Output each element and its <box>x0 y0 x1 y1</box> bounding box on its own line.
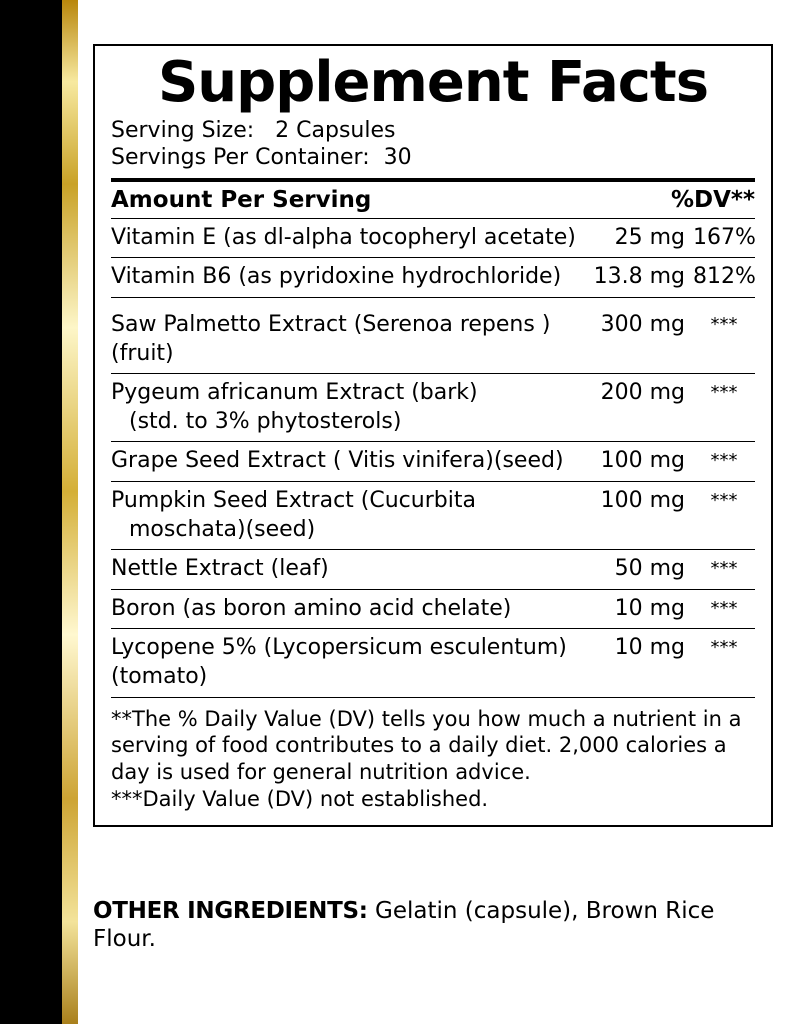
nutrient-row <box>111 482 755 549</box>
nutrient-dv: *** <box>710 637 738 659</box>
other-ingredients-label: OTHER INGREDIENTS: <box>93 898 368 924</box>
nutrient-dv: *** <box>710 450 738 472</box>
nutrient-amount: 100 mg <box>600 487 685 513</box>
footnotes-block <box>111 698 755 814</box>
nutrient-row <box>111 550 755 589</box>
nutrient-row <box>111 629 755 696</box>
servings-per-container-row <box>111 144 755 172</box>
nutrient-name: Lycopene 5% (Lycopersicum esculentum)(tomato) <box>111 635 567 689</box>
nutrient-row <box>111 590 755 629</box>
nutrient-name-block <box>111 487 601 544</box>
nutrient-dv: 167% <box>693 224 756 250</box>
daily-value-header: %DV** <box>671 186 755 213</box>
amount-per-serving-header <box>111 182 755 218</box>
nutrient-amount: 10 mg <box>614 635 685 661</box>
supplement-facts-box <box>93 44 773 827</box>
section-gap <box>111 298 755 306</box>
nutrient-amount: 300 mg <box>600 311 685 337</box>
footnote-daily-value: **The % Daily Value (DV) tells you how much a nutrient in a serving of food contributes to a daily diet. 2,000 calories a day is used for general nutrition advice. <box>111 706 742 785</box>
nutrient-dv: *** <box>710 597 738 619</box>
other-ingredients-row <box>93 898 783 953</box>
nutrient-subname: (std. to 3% phytosterols) <box>129 408 402 434</box>
serving-size-label: Serving Size: <box>111 117 255 143</box>
nutrient-name: Pumpkin Seed Extract (Cucurbita <box>111 487 476 513</box>
servings-per-container-value: 30 <box>383 145 412 171</box>
label-content-area <box>78 0 788 1024</box>
nutrient-row <box>111 442 755 481</box>
nutrient-dv: *** <box>710 313 738 335</box>
nutrient-amount: 10 mg <box>614 595 685 621</box>
footnote-dv-not-established: ***Daily Value (DV) not established. <box>111 787 489 812</box>
serving-size-value: 2 Capsules <box>275 117 396 143</box>
nutrient-dv: *** <box>710 382 738 404</box>
nutrient-name-block <box>111 379 601 436</box>
nutrient-amount: 200 mg <box>600 380 685 406</box>
left-black-band <box>0 0 62 1024</box>
nutrient-subname: moschata)(seed) <box>129 516 316 542</box>
nutrient-row <box>111 306 755 373</box>
amount-per-serving-label: Amount Per Serving <box>111 186 372 213</box>
nutrient-name: Saw Palmetto Extract (Serenoa repens )(fruit) <box>111 311 551 366</box>
nutrient-name: Grape Seed Extract ( Vitis vinifera)(seed) <box>111 448 564 474</box>
nutrient-name: Vitamin B6 (as pyridoxine hydrochloride) <box>111 264 562 290</box>
left-gold-band <box>62 0 78 1024</box>
nutrient-dv: *** <box>710 558 738 580</box>
nutrient-row <box>111 374 755 441</box>
nutrient-dv: 812% <box>693 264 756 290</box>
serving-size-row <box>111 117 755 145</box>
nutrient-name: Pygeum africanum Extract (bark) <box>111 380 478 406</box>
nutrient-amount: 50 mg <box>614 556 685 582</box>
nutrient-amount: 100 mg <box>600 448 685 474</box>
nutrient-name: Nettle Extract (leaf) <box>111 556 329 582</box>
nutrient-name: Boron (as boron amino acid chelate) <box>111 595 512 621</box>
nutrient-amount: 13.8 mg <box>593 264 685 290</box>
other-ingredients-value: Gelatin (capsule), Brown Rice Flour. <box>93 898 715 952</box>
page-title: Supplement Facts <box>157 50 709 115</box>
nutrient-amount: 25 mg <box>614 224 685 250</box>
nutrient-row <box>111 258 755 297</box>
servings-per-container-label: Servings Per Container: <box>111 145 370 171</box>
nutrient-name: Vitamin E (as dl-alpha tocopheryl acetate) <box>111 224 576 250</box>
nutrient-row <box>111 219 755 258</box>
nutrient-dv: *** <box>710 489 738 511</box>
